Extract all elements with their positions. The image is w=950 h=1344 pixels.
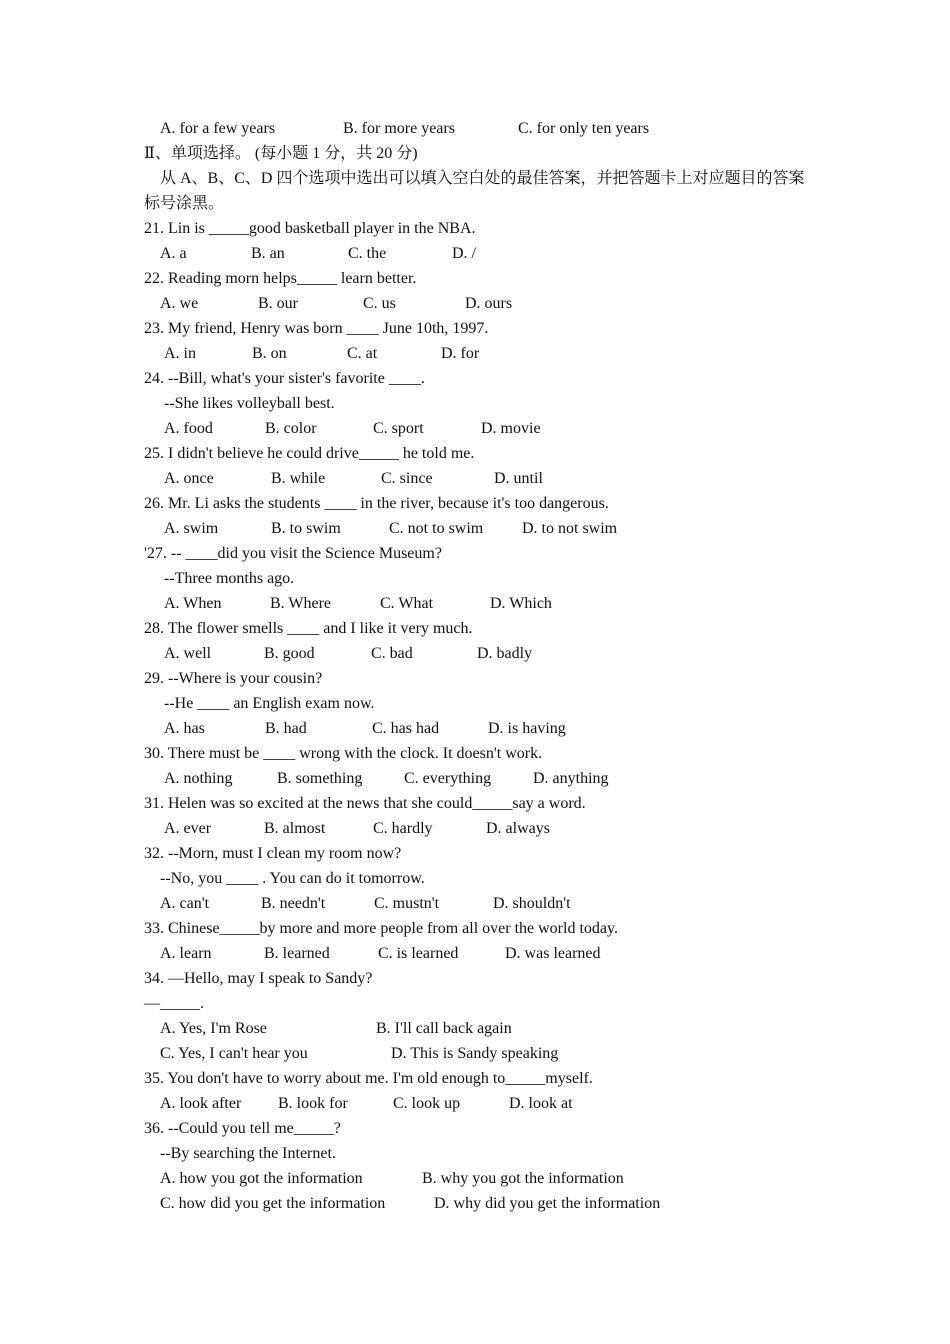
question-24-option-a: A. food bbox=[164, 420, 213, 437]
question-36-option-d: D. why did you get the information bbox=[434, 1195, 661, 1212]
question-28-option-c: C. bad bbox=[371, 645, 413, 662]
question-33-option-c: C. is learned bbox=[378, 945, 459, 962]
question-27-reply: --Three months ago. bbox=[164, 570, 295, 587]
question-36-option-c: C. how did you get the information bbox=[160, 1195, 386, 1212]
question-28-option-a: A. well bbox=[164, 645, 212, 662]
question-35-option-d: D. look at bbox=[509, 1095, 573, 1112]
question-27-option-c: C. What bbox=[380, 595, 434, 612]
question-32-stem: 32. --Morn, must I clean my room now? bbox=[144, 845, 402, 862]
question-35-option-a: A. look after bbox=[160, 1095, 242, 1112]
question-31-option-a: A. ever bbox=[164, 820, 212, 837]
question-21-option-d: D. / bbox=[452, 245, 476, 262]
question-36-option-b: B. why you got the information bbox=[422, 1170, 624, 1187]
question-22-stem: 22. Reading morn helps_____ learn better. bbox=[144, 270, 417, 287]
question-31-option-b: B. almost bbox=[264, 820, 326, 837]
top-option-c: C. for only ten years bbox=[518, 120, 650, 137]
question-26-option-d: D. to not swim bbox=[522, 520, 618, 537]
question-31-option-c: C. hardly bbox=[373, 820, 433, 837]
question-22-option-c: C. us bbox=[363, 295, 396, 312]
question-34-option-d: D. This is Sandy speaking bbox=[391, 1045, 559, 1062]
question-28-stem: 28. The flower smells ____ and I like it very much. bbox=[144, 620, 473, 637]
question-34-option-c: C. Yes, I can't hear you bbox=[160, 1045, 308, 1062]
question-31-stem: 31. Helen was so excited at the news that she could_____say a word. bbox=[144, 795, 586, 812]
question-32-option-a: A. can't bbox=[160, 895, 210, 912]
question-27-option-b: B. Where bbox=[270, 595, 332, 612]
question-33-option-a: A. learn bbox=[160, 945, 212, 962]
question-33-option-d: D. was learned bbox=[505, 945, 601, 962]
question-29-option-a: A. has bbox=[164, 720, 205, 737]
question-34-option-b: B. I'll call back again bbox=[376, 1020, 512, 1037]
question-33-option-b: B. learned bbox=[264, 945, 330, 962]
question-24-option-b: B. color bbox=[265, 420, 317, 437]
question-27-option-d: D. Which bbox=[490, 595, 552, 612]
question-29-reply: --He ____ an English exam now. bbox=[164, 695, 375, 712]
question-23-option-a: A. in bbox=[164, 345, 196, 362]
instruction-line-2: 标号涂黑。 bbox=[144, 195, 225, 212]
question-27-option-a: A. When bbox=[164, 595, 222, 612]
question-35-stem: 35. You don't have to worry about me. I'm old enough to_____myself. bbox=[144, 1070, 593, 1087]
question-36-option-a: A. how you got the information bbox=[160, 1170, 363, 1187]
question-23-option-d: D. for bbox=[441, 345, 480, 362]
question-26-option-c: C. not to swim bbox=[389, 520, 484, 537]
question-32-option-c: C. mustn't bbox=[374, 895, 440, 912]
question-28-option-d: D. badly bbox=[477, 645, 533, 662]
question-35-option-c: C. look up bbox=[393, 1095, 461, 1112]
question-26-option-b: B. to swim bbox=[271, 520, 341, 537]
question-22-option-d: D. ours bbox=[465, 295, 513, 312]
question-22-option-a: A. we bbox=[160, 295, 199, 312]
question-26-stem: 26. Mr. Li asks the students ____ in the river, because it's too dangerous. bbox=[144, 495, 609, 512]
question-30-stem: 30. There must be ____ wrong with the clock. It doesn't work. bbox=[144, 745, 543, 762]
question-23-option-c: C. at bbox=[347, 345, 378, 362]
question-34-stem: 34. —Hello, may I speak to Sandy? bbox=[144, 970, 373, 987]
question-26-option-a: A. swim bbox=[164, 520, 219, 537]
question-30-option-a: A. nothing bbox=[164, 770, 233, 787]
question-33-stem: 33. Chinese_____by more and more people from all over the world today. bbox=[144, 920, 618, 937]
question-24-option-c: C. sport bbox=[373, 420, 424, 437]
question-24-option-d: D. movie bbox=[481, 420, 541, 437]
question-25-option-c: C. since bbox=[381, 470, 433, 487]
question-25-option-b: B. while bbox=[271, 470, 326, 487]
question-25-option-a: A. once bbox=[164, 470, 214, 487]
question-22-option-b: B. our bbox=[258, 295, 298, 312]
question-36-stem: 36. --Could you tell me_____? bbox=[144, 1120, 341, 1137]
question-23-option-b: B. on bbox=[252, 345, 287, 362]
question-31-option-d: D. always bbox=[486, 820, 550, 837]
question-21-option-c: C. the bbox=[348, 245, 387, 262]
question-24-reply: --She likes volleyball best. bbox=[164, 395, 335, 412]
question-34-reply: —_____. bbox=[144, 995, 204, 1012]
question-21-option-a: A. a bbox=[160, 245, 187, 262]
instruction-line-1: 从 A、B、C、D 四个选项中选出可以填入空白处的最佳答案，并把答题卡上对应题目的答案 bbox=[160, 170, 805, 187]
question-29-stem: 29. --Where is your cousin? bbox=[144, 670, 323, 687]
top-option-b: B. for more years bbox=[343, 120, 455, 137]
question-32-option-b: B. needn't bbox=[261, 895, 326, 912]
question-25-stem: 25. I didn't believe he could drive_____ he told me. bbox=[144, 445, 475, 462]
question-21-stem: 21. Lin is _____good basketball player in the NBA. bbox=[144, 220, 476, 237]
question-29-option-b: B. had bbox=[265, 720, 307, 737]
question-23-stem: 23. My friend, Henry was born ____ June 10th, 1997. bbox=[144, 320, 489, 337]
question-34-option-a: A. Yes, I'm Rose bbox=[160, 1020, 267, 1037]
section-header: Ⅱ、单项选择。 (每小题 1 分，共 20 分) bbox=[144, 145, 418, 162]
question-32-reply: --No, you ____ . You can do it tomorrow. bbox=[160, 870, 425, 887]
question-35-option-b: B. look for bbox=[278, 1095, 348, 1112]
question-36-reply: --By searching the Internet. bbox=[160, 1145, 336, 1162]
question-30-option-b: B. something bbox=[277, 770, 363, 787]
question-32-option-d: D. shouldn't bbox=[493, 895, 571, 912]
question-21-option-b: B. an bbox=[251, 245, 285, 262]
question-30-option-c: C. everything bbox=[404, 770, 492, 787]
top-option-a: A. for a few years bbox=[160, 120, 276, 137]
question-24-stem: 24. --Bill, what's your sister's favorite ____. bbox=[144, 370, 425, 387]
question-29-option-d: D. is having bbox=[488, 720, 566, 737]
question-28-option-b: B. good bbox=[264, 645, 315, 662]
question-30-option-d: D. anything bbox=[533, 770, 609, 787]
question-25-option-d: D. until bbox=[494, 470, 543, 487]
question-29-option-c: C. has had bbox=[372, 720, 440, 737]
question-27-stem: '27. -- ____did you visit the Science Museum? bbox=[144, 545, 442, 562]
